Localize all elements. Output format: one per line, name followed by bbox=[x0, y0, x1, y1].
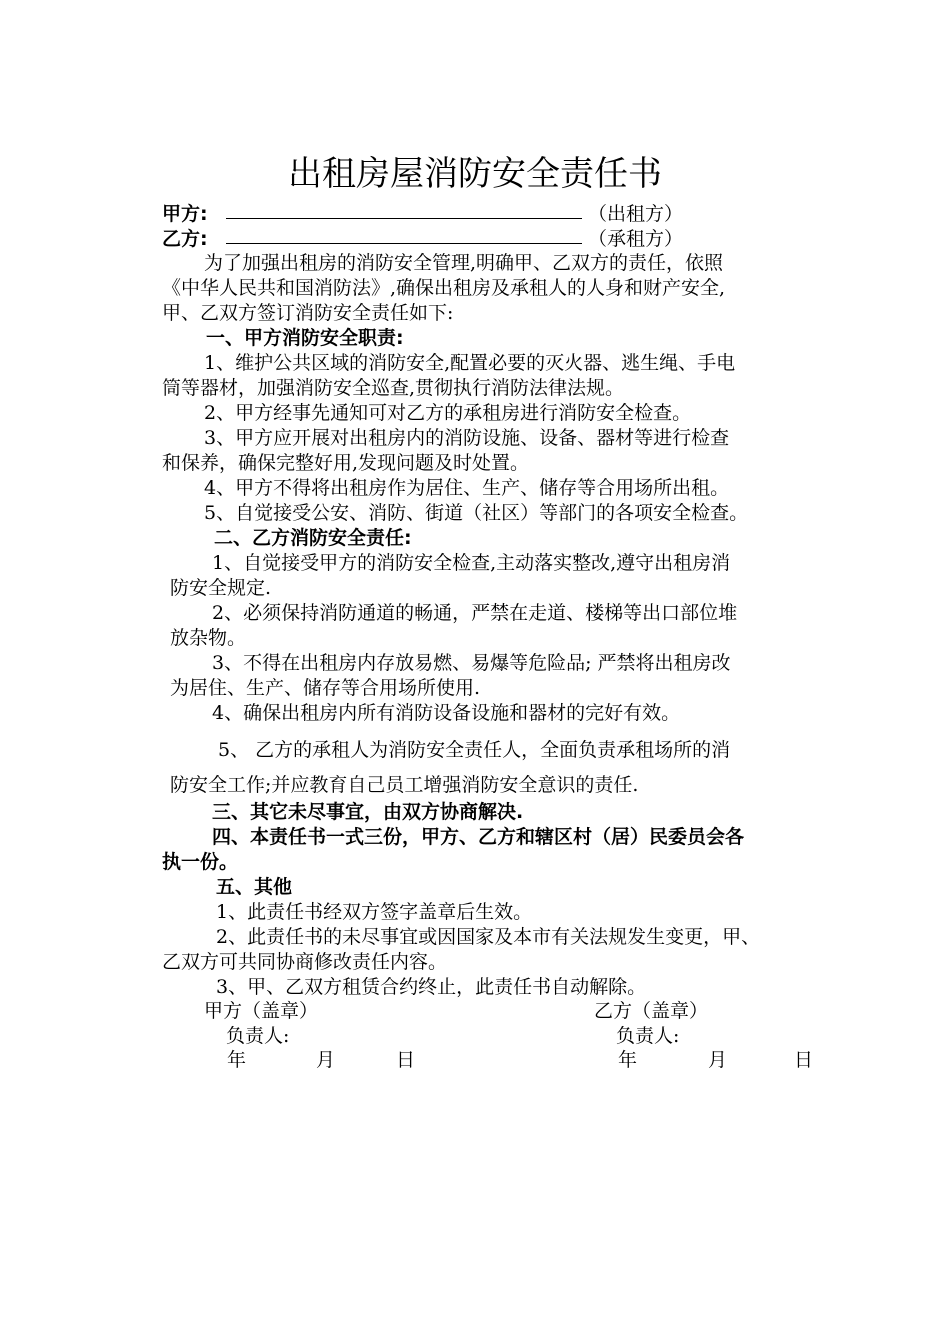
section5-item-2-cont: 乙双方可共同协商修改责任内容。 bbox=[162, 951, 448, 973]
section2-heading: 二、乙方消防安全责任: bbox=[214, 527, 412, 549]
intro-line: 《中华人民共和国消防法》,确保出租房及承租人的人身和财产安全, bbox=[162, 277, 726, 299]
section3-heading: 三、其它未尽事宜，由双方协商解决. bbox=[212, 801, 524, 823]
intro-line: 甲、乙双方签订消防安全责任如下: bbox=[162, 302, 454, 324]
section1-heading: 一、甲方消防安全职责: bbox=[206, 327, 404, 349]
party-a-day: 日 bbox=[396, 1049, 416, 1071]
party-a-seal: 甲方（盖章） bbox=[204, 1000, 319, 1022]
party-b-seal: 乙方（盖章） bbox=[594, 1000, 709, 1022]
party-a-year: 年 bbox=[227, 1049, 247, 1071]
section2-item-3-cont: 为居住、生产、储存等合用场所使用. bbox=[170, 677, 481, 699]
party-b-person: 负责人: bbox=[616, 1025, 680, 1047]
party-a-person: 负责人: bbox=[226, 1025, 290, 1047]
intro-line: 为了加强出租房的消防安全管理,明确甲、乙双方的责任，依照 bbox=[204, 252, 724, 274]
party-b-month: 月 bbox=[708, 1049, 728, 1071]
document-title: 出租房屋消防安全责任书 bbox=[288, 154, 662, 194]
section1-item-4: 4、甲方不得将出租房作为居住、生产、储存等合用场所出租。 bbox=[204, 477, 730, 499]
section2-item-5: 5、 乙方的承租人为消防安全责任人，全面负责承租场所的消 bbox=[218, 739, 731, 761]
section2-item-1: 1、自觉接受甲方的消防安全检查,主动落实整改,遵守出租房消 bbox=[212, 552, 731, 574]
section2-item-3: 3、不得在出租房内存放易燃、易爆等危险品; 严禁将出租房改 bbox=[212, 652, 731, 674]
section4-heading-cont: 执一份。 bbox=[162, 851, 239, 873]
party-b-year: 年 bbox=[618, 1049, 638, 1071]
party-a-role: （出租方） bbox=[588, 203, 684, 225]
party-b-role: （承租方） bbox=[588, 228, 684, 250]
section2-item-1-cont: 防安全规定. bbox=[170, 577, 272, 599]
party-a-blank bbox=[226, 218, 582, 219]
section5-item-3: 3、甲、乙双方租赁合约终止，此责任书自动解除。 bbox=[216, 976, 647, 998]
section1-item-2: 2、甲方经事先通知可对乙方的承租房进行消防安全检查。 bbox=[204, 402, 692, 424]
section1-item-1: 1、维护公共区域的消防安全,配置必要的灭火器、逃生绳、手电 bbox=[204, 352, 736, 374]
section1-item-1-cont: 筒等器材，加强消防安全巡查,贯彻执行消防法律法规。 bbox=[162, 377, 625, 399]
section4-heading: 四、本责任书一式三份，甲方、乙方和辖区村（居）民委员会各 bbox=[212, 826, 745, 848]
section5-item-2: 2、此责任书的未尽事宜或因国家及本市有关法规发生变更，甲、 bbox=[216, 926, 761, 948]
party-a-label: 甲方: bbox=[162, 203, 208, 225]
party-b-label: 乙方: bbox=[162, 228, 208, 250]
section1-item-3: 3、甲方应开展对出租房内的消防设施、设备、器材等进行检查 bbox=[204, 427, 730, 449]
section5-heading: 五、其他 bbox=[216, 876, 293, 898]
section2-item-4: 4、确保出租房内所有消防设备设施和器材的完好有效。 bbox=[212, 702, 681, 724]
section1-item-3-cont: 和保养，确保完整好用,发现问题及时处置。 bbox=[162, 452, 530, 474]
section1-item-5: 5、自觉接受公安、消防、街道（社区）等部门的各项安全检查。 bbox=[204, 502, 749, 524]
section5-item-1: 1、此责任书经双方签字盖章后生效。 bbox=[216, 901, 533, 923]
section2-item-2-cont: 放杂物。 bbox=[170, 627, 247, 649]
party-a-month: 月 bbox=[316, 1049, 336, 1071]
party-b-blank bbox=[226, 243, 582, 244]
section2-item-5-cont: 防安全工作;并应教育自己员工增强消防安全意识的责任. bbox=[170, 774, 639, 796]
party-b-day: 日 bbox=[794, 1049, 814, 1071]
section2-item-2: 2、必须保持消防通道的畅通，严禁在走道、楼梯等出口部位堆 bbox=[212, 602, 738, 624]
